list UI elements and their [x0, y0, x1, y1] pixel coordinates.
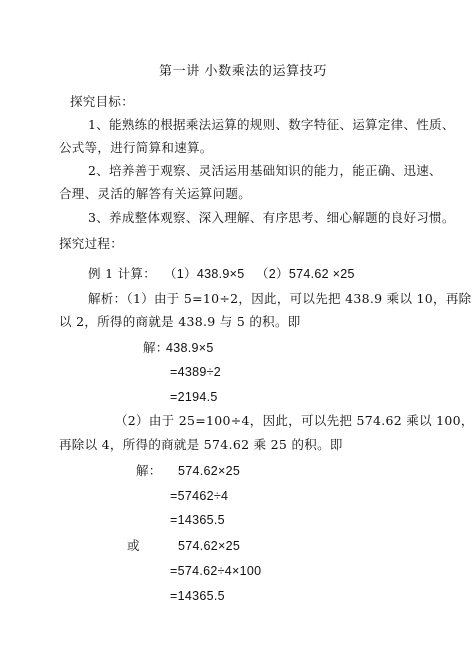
objective-1-line-1: 1、能熟练的根据乘法运算的规则、数字特征、运算定律、性质、: [88, 117, 455, 132]
solution-1-step-2: =4389÷2: [170, 365, 222, 379]
process-heading: 探究过程：: [59, 236, 124, 251]
analysis-1-line-2: 以 2，所得的商就是 438.9 与 5 的积。即: [59, 314, 301, 329]
solution-2-step-1: 574.62×25: [178, 464, 241, 478]
solution-3-step-1: 574.62×25: [178, 539, 241, 553]
solution-3-step-3: =14365.5: [170, 589, 225, 603]
objectives-heading: 探究目标：: [70, 94, 135, 109]
solution-1-step-3: =2194.5: [170, 390, 218, 404]
solution-3-label: 或: [127, 538, 140, 553]
solution-2-step-2: =57462÷4: [170, 489, 229, 503]
solution-2-step-3: =14365.5: [170, 513, 225, 527]
solution-1-step-1: 438.9×5: [166, 341, 214, 355]
objective-2-line-1: 2、培养善于观察、灵活运用基础知识的能力，能正确、迅速、: [88, 163, 442, 178]
analysis-2-line-2: 再除以 4，所得的商就是 574.62 乘 25 的积。即: [59, 437, 343, 452]
solution-3-step-2: =574.62÷4×100: [170, 564, 262, 578]
example-question-2: （2）574.62 ×25: [256, 267, 355, 281]
solution-2-label: 解：: [136, 463, 162, 478]
analysis-1-line-1: 解析：（1）由于 5=10÷2，因此，可以先把 438.9 乘以 10，再除: [88, 291, 472, 306]
solution-1-label: 解：: [143, 340, 169, 355]
example-question-1: （1）438.9×5: [164, 267, 245, 281]
example-label: 例 1 计算：: [88, 266, 156, 281]
objective-2-line-2: 合理、灵活的解答有关运算问题。: [59, 186, 252, 201]
objective-1-line-2: 公式等，进行简算和速算。: [59, 140, 213, 155]
analysis-2-line-1: （2）由于 25=100÷4，因此，可以先把 574.62 乘以 100，: [115, 413, 474, 428]
page-title: 第一讲 小数乘法的运算技巧: [159, 64, 327, 79]
objective-3-line-1: 3、养成整体观察、深入理解、有序思考、细心解题的良好习惯。: [88, 210, 455, 225]
